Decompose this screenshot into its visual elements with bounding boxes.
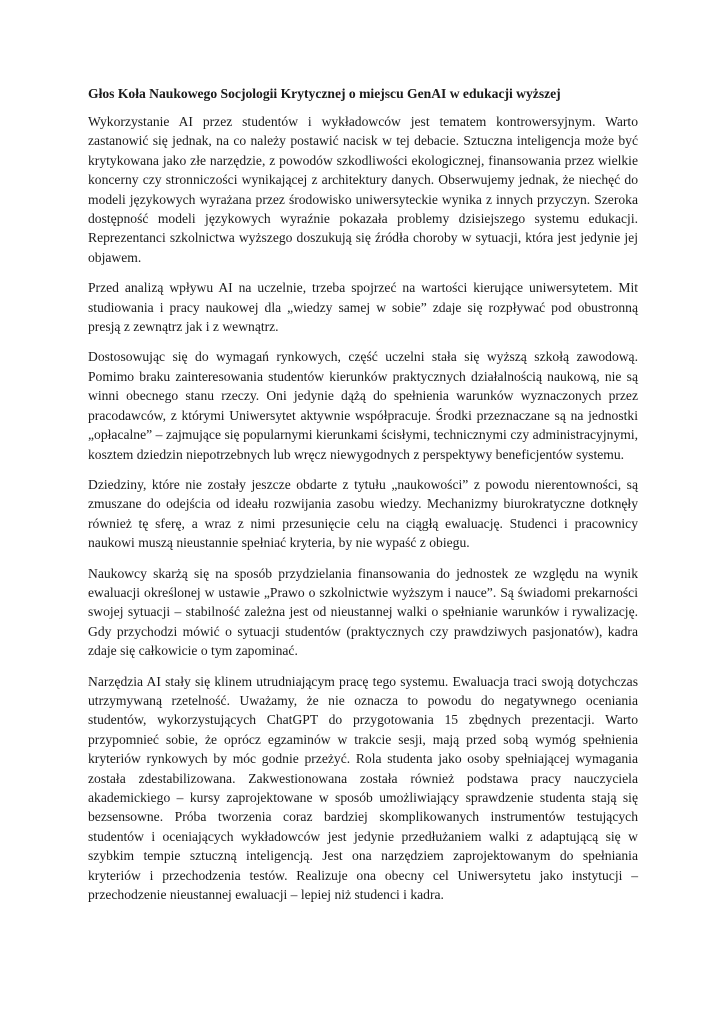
paragraph-3: Dostosowując się do wymagań rynkowych, część uczelni stała się wyższą szkołą zawodową. Pomimo braku zainteresowania studentów kierunków praktycznych działalnością naukową, nie są winni obecnego stanu rzeczy. Oni jedynie dążą do spełnienia warunków wyznaczonych przez pracodawców, z którymi Uniwersytet aktywnie współpracuje. Środki przeznaczane są na jednostki „opłacalne” – zajmujące się popularnymi kierunkami ścisłymi, technicznymi czy administracyjnymi, kosztem dziedzin niepotrzebnych lub wręcz niewygodnych z perspektywy beneficjentów systemu. (88, 349, 638, 462)
document-page (88, 84, 638, 915)
paragraph-1: Wykorzystanie AI przez studentów i wykładowców jest tematem kontrowersyjnym. Warto zastanowić się jednak, na co należy postawić nacisk w tej debacie. Sztuczna inteligencja może być krytykowana jako złe narzędzie, z powodów szkodliwości ekologicznej, finansowania przez wielkie koncerny czy stronniczości wynikającej z architektury danych. Obserwujemy jednak, że niechęć do modeli językowych wyrażana przez środowisko uniwersyteckie wynika z innych przyczyn. Szeroka dostępność modeli językowych wyraźnie pokazała problemy dzisiejszego systemu edukacji. Reprezentanci szkolnictwa wyższego doszukują się źródła choroby w sytuacji, która jest jedynie jej objawem. (88, 114, 638, 265)
document-title: Głos Koła Naukowego Socjologii Krytycznej o miejscu GenAI w edukacji wyższej (88, 86, 561, 101)
paragraph-2: Przed analizą wpływu AI na uczelnie, trzeba spojrzeć na wartości kierujące uniwersytetem. Mit studiowania i pracy naukowej dla „wiedzy samej w sobie” zdaje się rozpływać pod obustronną presją z zewnątrz jak i z wewnątrz. (88, 280, 638, 335)
paragraph-6: Narzędzia AI stały się klinem utrudniającym pracę tego systemu. Ewaluacja traci swoją dotychczas utrzymywaną rzetelność. Uważamy, że nie oznacza to powodu do negatywnego oceniania studentów, wykorzystujących ChatGPT do przygotowania 15 zbędnych prezentacji. Warto przypomnieć sobie, że oprócz egzaminów w trakcie sesji, mają przed sobą wymóg spełnienia kryteriów rynkowych by móc godnie przeżyć. Rola studenta jako osoby spełniającej wymagania została zdestabilizowana. Zakwestionowana została również podstawa pracy nauczyciela akademickiego – kursy zaprojektowane w sposób umożliwiający sprawdzenie studenta stają się bezsensowne. Próba tworzenia coraz bardziej skomplikowanych instrumentów testujących studentów i oceniających wykładowców jest jedynie przedłużaniem walki z adaptującą się w szybkim tempie sztuczną inteligencją. Jest ona narzędziem zaprojektowanym do spełniania kryteriów i przechodzenia testów. Realizuje ona obecny cel Uniwersytetu jako instytucji – przechodzenie nieustannej ewaluacji – lepiej niż studenci i kadra. (88, 673, 638, 903)
paragraph-5: Naukowcy skarżą się na sposób przydzielania finansowania do jednostek ze względu na wynik ewaluacji określonej w ustawie „Prawo o szkolnictwie wyższym i nauce”. Są świadomi prekarności swojej sytuacji – stabilność zależna jest od nieustannej walki o spełnianie warunków i rywalizację. Gdy przychodzi mówić o sytuacji studentów (praktycznych czy prawdziwych pasjonatów), kadra zdaje się całkowicie o tym zapominać. (88, 565, 638, 659)
paragraph-4: Dziedziny, które nie zostały jeszcze obdarte z tytułu „naukowości” z powodu nierentowności, są zmuszane do odejścia od ideału rozwijania zasobu wiedzy. Mechanizmy biurokratyczne dotknęły również tę sferę, a wraz z nimi przesunięcie celu na ciągłą ewaluację. Studenci i pracownicy naukowi muszą nieustannie spełniać kryteria, by nie wypaść z obiegu. (88, 476, 638, 551)
